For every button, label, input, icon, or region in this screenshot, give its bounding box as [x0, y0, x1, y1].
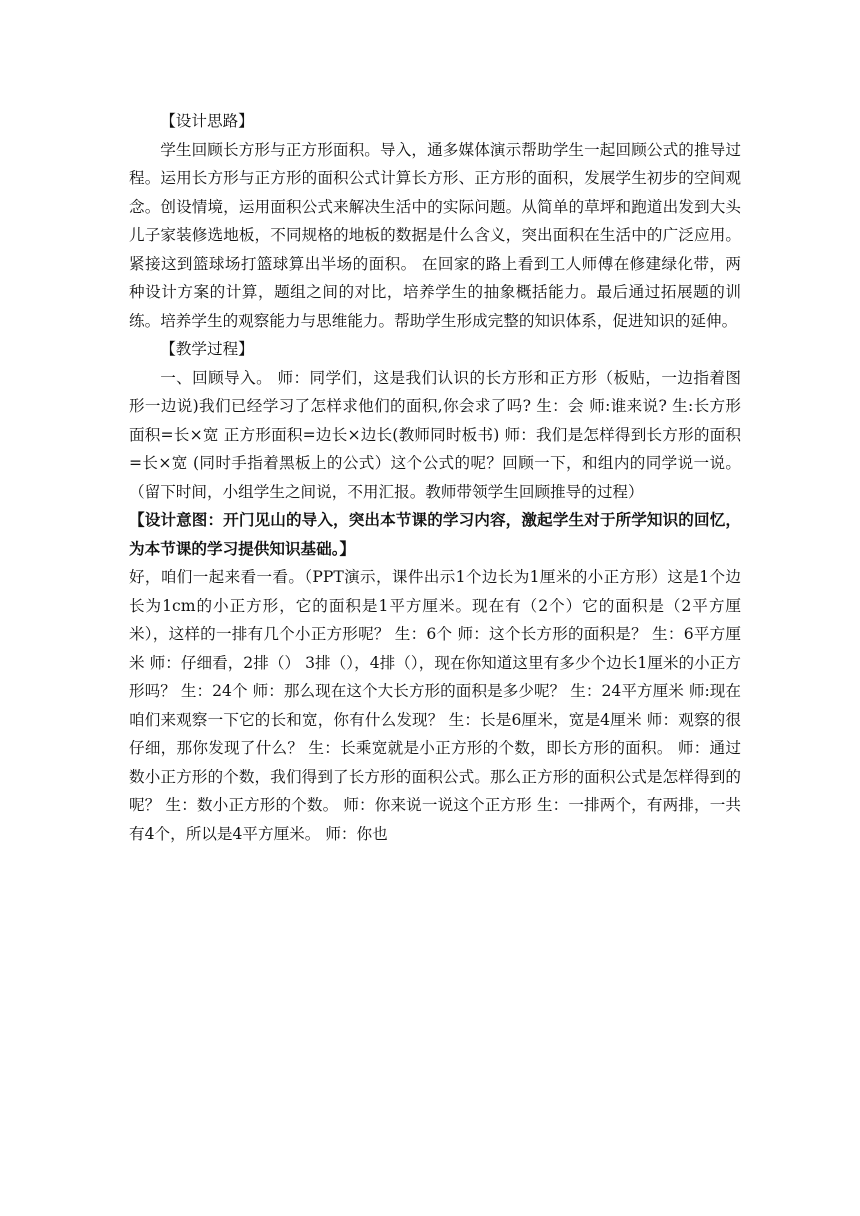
teaching-process-heading: 【教学过程】	[160, 340, 254, 358]
design-idea-heading: 【设计思路】	[160, 112, 254, 130]
teaching-process-paragraph: 一、回顾导入。 师：同学们，这是我们认识的长方形和正方形（板贴，一边指着图形一边说)我们已经学习了怎样求他们的面积,你会求了吗? 生：会 师:谁来说? 生:长方形面积=长×宽 正方形面积=边长×边长(教师同时板书) 师：我们是怎样得到长方形的面积=长×宽 (同时手指着黑板上的公式）这个公式的呢？回顾一下，和组内的同学说一说。（留下时间，小组学生之间说，不用汇报。教师带领学生回顾推导的过程）	[129, 368, 741, 501]
design-intent-paragraph: 【设计意图：开门见山的导入，突出本节课的学习内容，激起学生对于所学知识的回忆，为本节课的学习提供知识基础。】	[129, 510, 741, 558]
lesson-paragraph: 好，咱们一起来看一看。（PPT演示，课件出示1个边长为1厘米的小正方形）这是1个边长为1cm的小正方形，它的面积是1平方厘米。现在有（2个）它的面积是（2平方厘米），这样的一排有几个小正方形呢？ 生：6个 师：这个长方形的面积是？ 生：6平方厘米 师：仔细看，2排（） 3排（），4排（），现在你知道这里有多少个边长1厘米的小正方形吗？ 生：24个 师：那么现在这个大长方形的面积是多少呢？ 生：24平方厘米 师:现在咱们来观察一下它的长和宽，你有什么发现？ 生：长是6厘米，宽是4厘米 师：观察的很仔细，那你发现了什么？ 生：长乘宽就是小正方形的个数，即长方形的面积。 师：通过数小正方形的个数，我们得到了长方形的面积公式。那么正方形的面积公式是怎样得到的呢？ 生：数小正方形的个数。 师：你来说一说这个正方形 生：一排两个，有两排，一共有4个，所以是4平方厘米。 师：你也	[129, 568, 741, 843]
document-body	[129, 107, 741, 848]
design-idea-paragraph: 学生回顾长方形与正方形面积。导入，通多媒体演示帮助学生一起回顾公式的推导过程。运用长方形与正方形的面积公式计算长方形、正方形的面积，发展学生初步的空间观念。创设情境，运用面积公式来解决生活中的实际问题。从简单的草坪和跑道出发到大头儿子家装修选地板，不同规格的地板的数据是什么含义，突出面积在生活中的广泛应用。紧接这到篮球场打篮球算出半场的面积。 在回家的路上看到工人师傅在修建绿化带，两种设计方案的计算，题组之间的对比，培养学生的抽象概括能力。最后通过拓展题的训练。培养学生的观察能力与思维能力。帮助学生形成完整的知识体系，促进知识的延伸。	[129, 140, 741, 330]
